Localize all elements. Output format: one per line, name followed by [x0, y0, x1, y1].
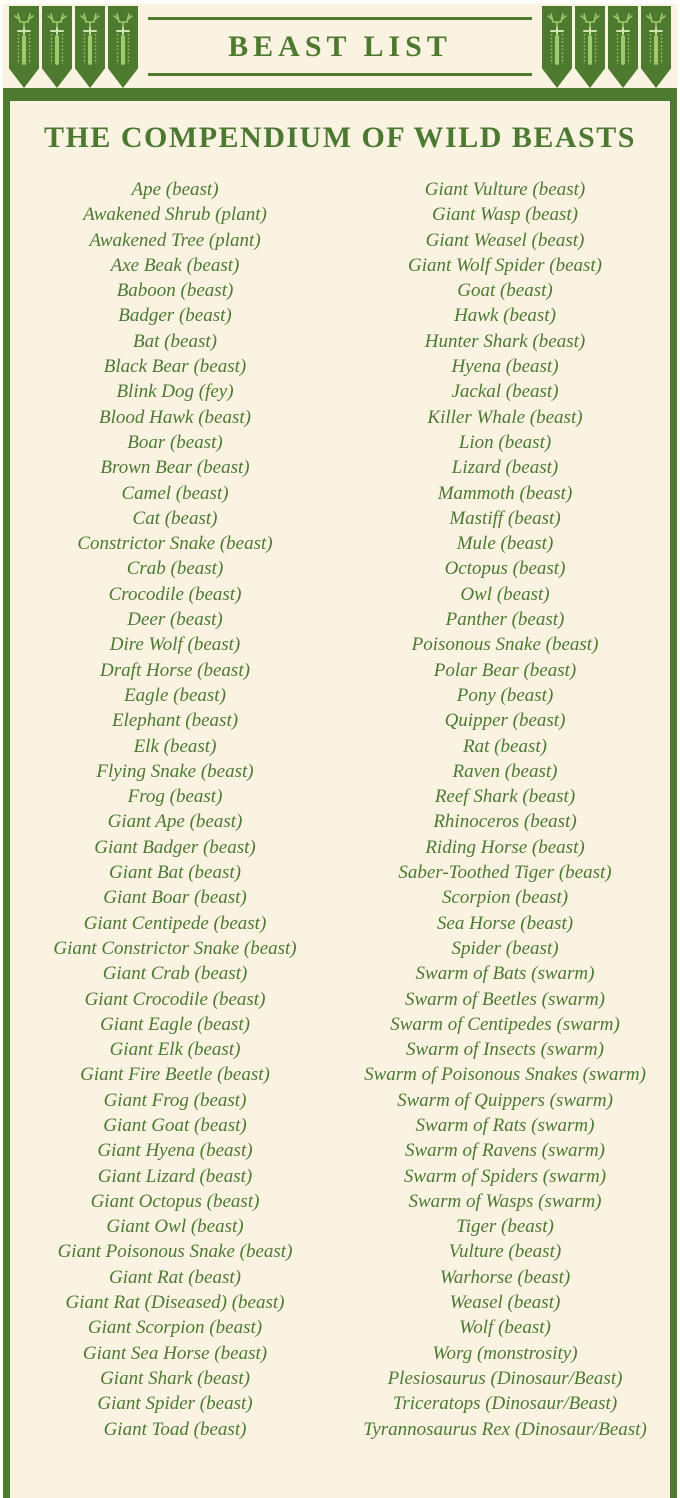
- beast-entry: Giant Eagle (beast): [100, 1013, 250, 1035]
- beast-entry: Spider (beast): [451, 937, 559, 959]
- beast-entry: Giant Vulture (beast): [424, 179, 586, 200]
- beast-entry: Raven (beast): [452, 760, 558, 782]
- beast-entry: Tiger (beast): [456, 1216, 554, 1238]
- banner-group-right: [542, 6, 671, 88]
- beast-entry: Giant Rat (beast): [109, 1266, 241, 1288]
- beast-entry: Octopus (beast): [444, 558, 566, 580]
- stag-sword-banner-icon: [42, 6, 72, 88]
- beast-entry: Brown Bear (beast): [100, 457, 250, 479]
- stag-sword-banner-icon: [575, 6, 605, 88]
- beast-entry: Sea Horse (beast): [436, 912, 574, 934]
- beast-entry: Giant Crocodile (beast): [84, 988, 266, 1010]
- stag-sword-banner-icon: [75, 6, 105, 88]
- beast-entry: Polar Bear (beast): [433, 659, 577, 681]
- beast-entry: Rat (beast): [463, 735, 547, 757]
- beast-entry: Giant Shark (beast): [100, 1367, 250, 1389]
- beast-entry: Frog (beast): [127, 786, 223, 808]
- beast-entry: Giant Fire Beetle (beast): [80, 1064, 270, 1086]
- stag-sword-banner-icon: [108, 6, 138, 88]
- header-rule-bottom: [148, 73, 532, 76]
- beast-entry: Hawk (beast): [454, 305, 556, 327]
- beast-entry: Swarm of Poisonous Snakes (swarm): [364, 1064, 646, 1086]
- beast-entry: Badger (beast): [118, 305, 232, 327]
- beast-entry: Cat (beast): [132, 507, 218, 529]
- beast-entry: Giant Sea Horse (beast): [82, 1342, 268, 1364]
- beast-entry: Swarm of Quippers (swarm): [397, 1089, 613, 1111]
- beast-entry: Plesiosaurus (Dinosaur/Beast): [387, 1367, 623, 1389]
- stag-sword-banner-icon: [542, 6, 572, 88]
- beast-entry: Swarm of Rats (swarm): [415, 1114, 595, 1136]
- beast-entry: Giant Wasp (beast): [431, 204, 579, 226]
- beast-entry: Hunter Shark (beast): [424, 330, 586, 352]
- banner-pennant: [42, 6, 72, 88]
- beast-entry: Swarm of Bats (swarm): [415, 963, 595, 985]
- beast-entry: Flying Snake (beast): [96, 760, 254, 782]
- beast-entry: Scorpion (beast): [441, 887, 569, 909]
- beast-entry: Boar (beast): [127, 431, 223, 453]
- beast-entry: Giant Poisonous Snake (beast): [57, 1241, 293, 1263]
- beast-entry: Giant Octopus (beast): [90, 1190, 260, 1212]
- beast-columns: [10, 177, 670, 1442]
- beast-entry: Tyrannosaurus Rex (Dinosaur/Beast): [363, 1418, 647, 1440]
- banner-pennant: [108, 6, 138, 88]
- beast-entry: Giant Frog (beast): [103, 1089, 247, 1111]
- beast-entry: Giant Goat (beast): [103, 1114, 247, 1136]
- beast-entry: Giant Centipede (beast): [83, 912, 267, 934]
- beast-entry: Triceratops (Dinosaur/Beast): [392, 1393, 618, 1415]
- beast-entry: Giant Spider (beast): [97, 1393, 253, 1415]
- beast-entry: Jackal (beast): [451, 381, 559, 403]
- beast-entry: Giant Rat (Diseased) (beast): [65, 1292, 285, 1314]
- beast-entry: Giant Ape (beast): [107, 811, 243, 833]
- beast-entry: Quipper (beast): [444, 710, 566, 732]
- page-title: BEAST LIST: [228, 29, 452, 63]
- compendium-title: THE COMPENDIUM OF WILD BEASTS: [44, 121, 636, 154]
- beast-entry: Hyena (beast): [451, 356, 559, 378]
- beast-entry: Wolf (beast): [459, 1317, 551, 1339]
- beast-entry: Riding Horse (beast): [425, 836, 585, 858]
- beast-entry: Killer Whale (beast): [427, 406, 583, 428]
- compendium-panel: [3, 101, 677, 1498]
- beast-entry: Weasel (beast): [449, 1292, 561, 1314]
- stag-sword-banner-icon: [608, 6, 638, 88]
- beast-entry: Mammoth (beast): [437, 482, 573, 504]
- page-header: [3, 4, 677, 88]
- beast-column-left: [10, 177, 340, 1442]
- beast-entry: Awakened Shrub (plant): [83, 204, 267, 226]
- beast-entry: Worg (monstrosity): [432, 1342, 578, 1364]
- header-title-block: [148, 17, 532, 76]
- beast-entry: Camel (beast): [121, 482, 229, 504]
- beast-entry: Rhinoceros (beast): [433, 811, 577, 833]
- beast-entry: Swarm of Beetles (swarm): [404, 988, 605, 1010]
- beast-entry: Draft Horse (beast): [100, 659, 250, 681]
- banner-pennant: [608, 6, 638, 88]
- beast-entry: Panther (beast): [445, 609, 565, 631]
- beast-entry: Eagle (beast): [124, 684, 226, 706]
- beast-entry: Giant Constrictor Snake (beast): [53, 937, 297, 959]
- beast-entry: Giant Hyena (beast): [97, 1140, 253, 1162]
- stag-sword-banner-icon: [641, 6, 671, 88]
- beast-entry: Constrictor Snake (beast): [77, 533, 273, 555]
- beast-entry: Elk (beast): [133, 735, 217, 757]
- beast-entry: Giant Badger (beast): [94, 836, 256, 858]
- beast-entry: Elephant (beast): [111, 710, 239, 732]
- beast-entry: Vulture (beast): [448, 1241, 562, 1263]
- beast-entry: Giant Scorpion (beast): [87, 1317, 263, 1339]
- beast-entry: Mule (beast): [456, 533, 554, 555]
- beast-entry: Giant Crab (beast): [102, 963, 248, 985]
- beast-entry: Owl (beast): [460, 583, 550, 605]
- beast-entry: Swarm of Ravens (swarm): [404, 1140, 606, 1162]
- beast-entry: Crocodile (beast): [108, 583, 242, 605]
- beast-entry: Blood Hawk (beast): [99, 406, 251, 428]
- beast-entry: Giant Wolf Spider (beast): [407, 254, 603, 276]
- beast-entry: Lizard (beast): [451, 457, 559, 479]
- beast-entry: Giant Toad (beast): [103, 1418, 247, 1440]
- beast-entry: Reef Shark (beast): [434, 786, 576, 808]
- beast-column-right: [340, 177, 670, 1442]
- beast-entry: Swarm of Spiders (swarm): [403, 1165, 607, 1187]
- beast-entry: Lion (beast): [458, 431, 552, 453]
- beast-entry: Bat (beast): [133, 330, 217, 352]
- banner-pennant: [641, 6, 671, 88]
- beast-entry: Saber-Toothed Tiger (beast): [398, 862, 612, 884]
- beast-entry: Deer (beast): [127, 609, 223, 631]
- beast-entry: Blink Dog (fey): [116, 381, 234, 403]
- beast-entry: Poisonous Snake (beast): [411, 634, 599, 656]
- beast-entry: Baboon (beast): [116, 280, 234, 302]
- beast-entry: Warhorse (beast): [439, 1266, 571, 1288]
- banner-pennant: [575, 6, 605, 88]
- beast-entry: Pony (beast): [456, 684, 554, 706]
- beast-entry: Mastiff (beast): [449, 507, 561, 529]
- beast-entry: Axe Beak (beast): [110, 254, 240, 276]
- beast-entry: Swarm of Insects (swarm): [406, 1039, 604, 1061]
- beast-entry: Giant Owl (beast): [106, 1216, 244, 1238]
- banner-pennant: [9, 6, 39, 88]
- beast-entry: Giant Weasel (beast): [425, 229, 585, 251]
- beast-entry: Goat (beast): [457, 280, 553, 302]
- banner-pennant: [542, 6, 572, 88]
- beast-entry: Swarm of Centipedes (swarm): [390, 1013, 620, 1035]
- beast-entry: Dire Wolf (beast): [109, 634, 241, 656]
- beast-entry: Swarm of Wasps (swarm): [408, 1190, 602, 1212]
- banner-pennant: [75, 6, 105, 88]
- beast-entry: Awakened Tree (plant): [89, 229, 261, 251]
- beast-entry: Giant Lizard (beast): [97, 1165, 253, 1187]
- beast-entry: Black Bear (beast): [103, 356, 247, 378]
- beast-entry: Giant Bat (beast): [109, 862, 241, 884]
- separator-bar: [3, 88, 677, 101]
- beast-entry: Crab (beast): [126, 558, 224, 580]
- beast-entry: Giant Elk (beast): [109, 1039, 241, 1061]
- beast-entry: Ape (beast): [131, 179, 219, 200]
- beast-entry: Giant Boar (beast): [103, 887, 247, 909]
- banner-group-left: [9, 6, 138, 88]
- stag-sword-banner-icon: [9, 6, 39, 88]
